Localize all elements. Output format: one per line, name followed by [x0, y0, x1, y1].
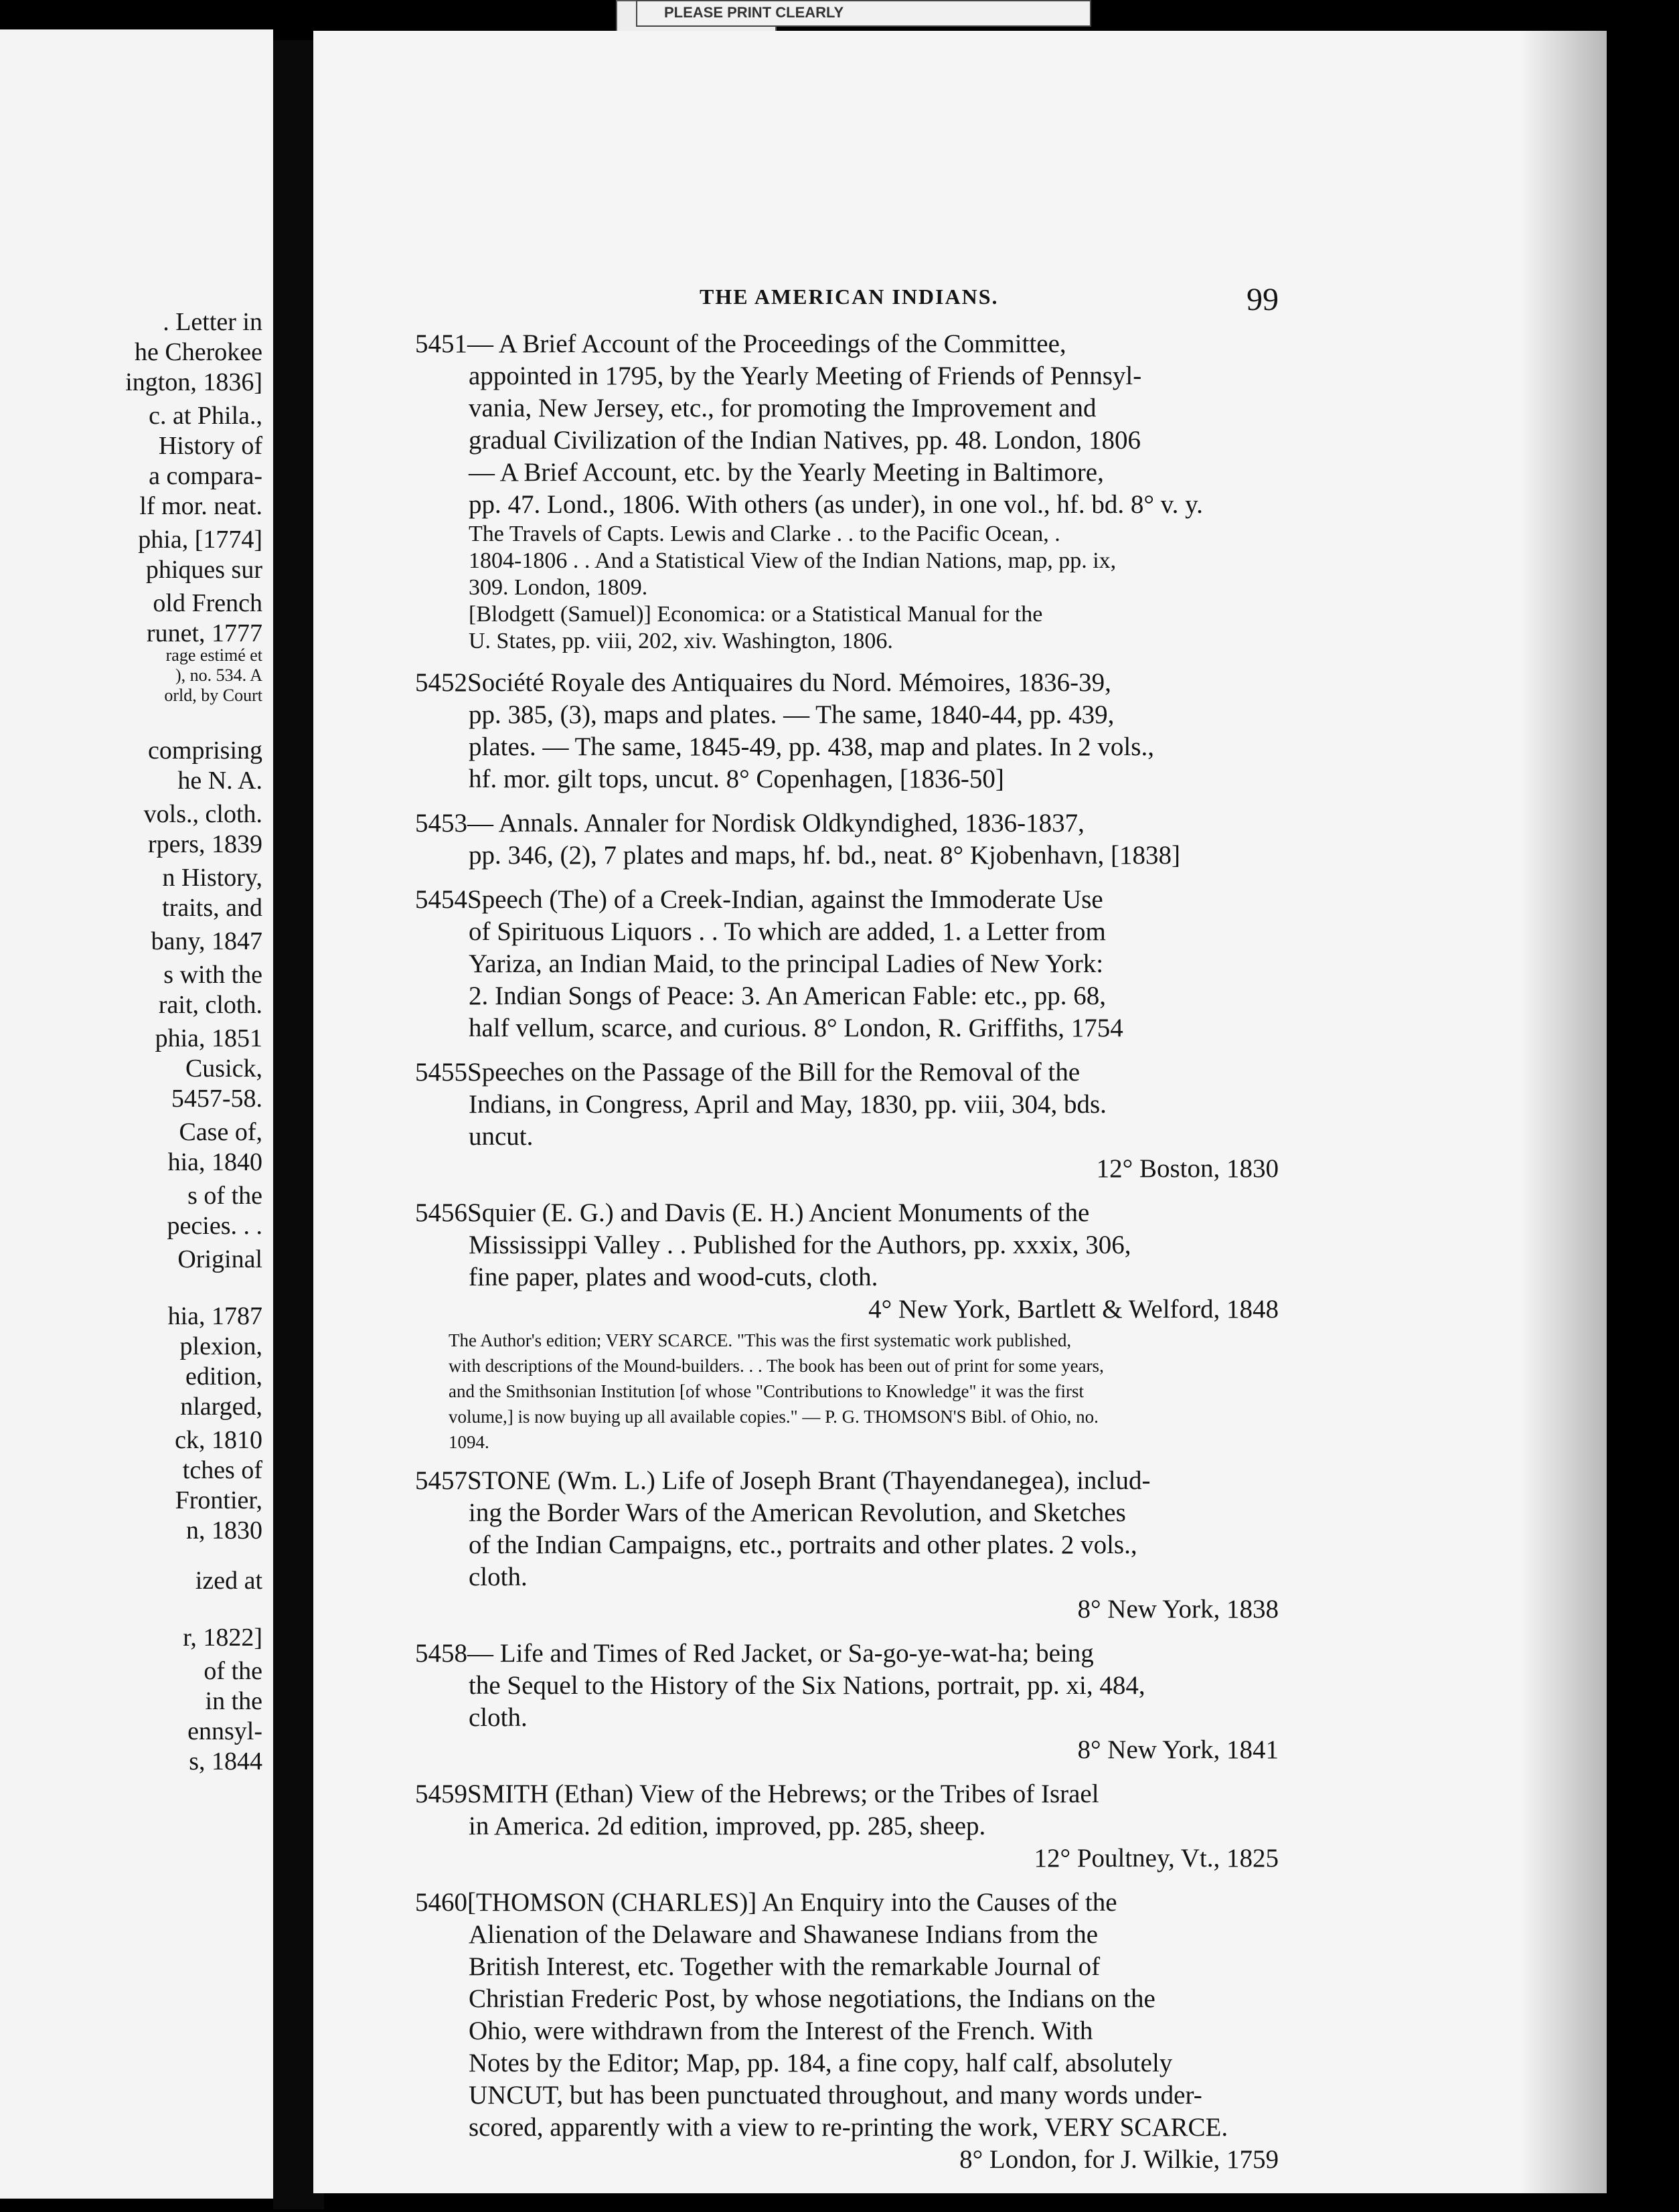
left-page-line: runet, 1777 [146, 619, 262, 647]
entry-imprint-line: 12° Boston, 1830 [1096, 1154, 1279, 1183]
left-page-line: rpers, 1839 [148, 830, 262, 858]
entry-text-line: plates. — The same, 1845-49, pp. 438, map and plates. In 2 vols., [469, 732, 1154, 761]
left-page-line: ennsyl- [187, 1717, 262, 1745]
left-page-line: Cusick, [185, 1054, 262, 1083]
left-page-line: Case of, [179, 1118, 262, 1146]
entry-first-line [415, 1197, 1279, 1229]
entry-number: 5456 [415, 1198, 467, 1227]
page-number: 99 [1247, 282, 1279, 317]
entry-first-line [415, 328, 1279, 360]
left-page-line: Frontier, [175, 1486, 262, 1514]
entry-text-line: gradual Civilization of the Indian Natives, pp. 48. London, 1806 [469, 426, 1141, 455]
left-page-line: n, 1830 [186, 1516, 262, 1545]
left-page-line: tches of [182, 1456, 262, 1484]
left-page-line: ck, 1810 [175, 1426, 262, 1454]
catalogue-entry [415, 1887, 1279, 2176]
left-page-line: vols., cloth. [143, 800, 262, 828]
entry-text-line: hf. mor. gilt tops, uncut. 8° Copenhagen, [1836-50] [469, 765, 1004, 793]
entry-imprint-line: 8° New York, 1838 [1077, 1595, 1279, 1624]
entry-text-line: UNCUT, but has been punctuated throughout, and many words under- [469, 2081, 1202, 2110]
entry-imprint-line: 8° New York, 1841 [1077, 1735, 1279, 1764]
left-page-line: comprising [148, 736, 262, 765]
entry-text-line: half vellum, scarce, and curious. 8° London, R. Griffiths, 1754 [469, 1014, 1123, 1042]
left-page-line: hia, 1787 [167, 1302, 262, 1330]
entry-text-line: Notes by the Editor; Map, pp. 184, a fine copy, half calf, absolutely [469, 2049, 1173, 2077]
left-page-line: pecies. . . [167, 1212, 262, 1240]
left-page-line: s with the [163, 961, 262, 989]
entry-text-line: of the Indian Campaigns, etc., portraits and other plates. 2 vols., [469, 1530, 1137, 1559]
entry-number: 5453 [415, 809, 467, 838]
entry-text-line: of Spirituous Liquors . . To which are added, 1. a Letter from [469, 917, 1106, 946]
left-page-line: phia, 1851 [155, 1024, 262, 1052]
entry-subitem-line: [Blodgett (Samuel)] Economica: or a Statistical Manual for the [469, 602, 1043, 627]
entry-text-line: cloth. [469, 1563, 528, 1591]
left-page-line: r, 1822] [183, 1624, 262, 1652]
left-page-line: phiques sur [145, 556, 262, 584]
entry-text-line: Christian Frederic Post, by whose negotiations, the Indians on the [469, 1984, 1155, 2013]
left-page-line: nlarged, [180, 1393, 262, 1421]
left-page-line: s of the [187, 1182, 262, 1210]
entry-text-line: appointed in 1795, by the Yearly Meeting of Friends of Pennsyl- [469, 362, 1142, 390]
entry-subitem-line: U. States, pp. viii, 202, xiv. Washington, 1806. [469, 629, 893, 653]
entry-text-line: STONE (Wm. L.) Life of Joseph Brant (Thayendanegea), includ- [467, 1466, 1151, 1495]
entry-text-line: — A Brief Account, etc. by the Yearly Meeting in Baltimore, [469, 458, 1104, 487]
entry-text-line: 2. Indian Songs of Peace: 3. An American Fable: etc., pp. 68, [469, 981, 1107, 1010]
left-page-line: ington, 1836] [125, 368, 262, 396]
entry-first-line [415, 1056, 1279, 1089]
left-page-line: orld, by Court [164, 686, 262, 705]
left-page-line: hia, 1840 [167, 1148, 262, 1176]
entry-subitem-line: The Travels of Capts. Lewis and Clarke . . to the Pacific Ocean, . [469, 522, 1060, 546]
entry-first-line [415, 1887, 1279, 1919]
left-page [0, 29, 273, 2199]
left-page-line: History of [158, 432, 262, 460]
entry-text-line: Mississippi Valley . . Published for the Authors, pp. xxxix, 306, [469, 1231, 1131, 1259]
entry-subitem-line: 1804-1806 . . And a Statistical View of the Indian Nations, map, pp. ix, [469, 548, 1117, 573]
catalogue-entry [415, 328, 1279, 655]
entry-text-line: Speech (The) of a Creek-Indian, against the Immoderate Use [467, 885, 1103, 914]
entry-number: 5454 [415, 885, 467, 914]
entry-number: 5458 [415, 1639, 467, 1668]
entry-text-line: — A Brief Account of the Proceedings of the Committee, [467, 329, 1066, 358]
left-page-line: ized at [195, 1567, 262, 1595]
catalogue-entry [415, 1056, 1279, 1185]
entry-first-line [415, 1778, 1279, 1810]
scan-tab-label: PLEASE PRINT CLEARLY [636, 0, 1091, 27]
entry-number: 5452 [415, 668, 467, 697]
catalogue-entry [415, 667, 1279, 795]
catalogue-entry [415, 1778, 1279, 1875]
left-page-line: in the [205, 1687, 262, 1715]
left-page-line: ), no. 534. A [175, 665, 262, 685]
entry-first-line [415, 1638, 1279, 1670]
catalogue-entries [415, 328, 1279, 2188]
entry-text-line: uncut. [469, 1122, 534, 1151]
left-page-line: 5457-58. [171, 1085, 262, 1113]
entry-imprint-line: 12° Poultney, Vt., 1825 [1034, 1844, 1279, 1873]
entry-text-line: pp. 346, (2), 7 plates and maps, hf. bd., neat. 8° Kjobenhavn, [1838] [469, 841, 1180, 870]
entry-text-line: vania, New Jersey, etc., for promoting the Improvement and [469, 394, 1097, 422]
entry-text-line: — Annals. Annaler for Nordisk Oldkyndighed, 1836-1837, [467, 809, 1085, 838]
entry-first-line [415, 667, 1279, 699]
left-page-line: rage estimé et [165, 645, 262, 665]
left-page-line: traits, and [162, 894, 262, 922]
left-page-line: edition, [185, 1362, 262, 1391]
catalogue-entry [415, 807, 1279, 872]
left-page-line: old French [153, 589, 262, 617]
entry-text-line: cloth. [469, 1703, 528, 1732]
entry-text-line: in America. 2d edition, improved, pp. 285, sheep. [469, 1812, 986, 1840]
entry-text-line: SMITH (Ethan) View of the Hebrews; or the Tribes of Israel [467, 1780, 1099, 1808]
left-page-line: he N. A. [177, 767, 262, 795]
left-page-line: rait, cloth. [158, 991, 262, 1019]
entry-note-line: with descriptions of the Mound-builders. . . The book has been out of print for some years, [449, 1356, 1104, 1376]
left-page-line: s, 1844 [189, 1747, 262, 1775]
entry-text-line: Indians, in Congress, April and May, 1830, pp. viii, 304, bds. [469, 1090, 1107, 1119]
entry-text-line: — Life and Times of Red Jacket, or Sa-go-ye-wat-ha; being [467, 1639, 1094, 1668]
entry-note-line: volume,] is now buying up all available copies." — P. G. THOMSON'S Bibl. of Ohio, no. [449, 1407, 1099, 1427]
entry-text-line: pp. 47. Lond., 1806. With others (as under), in one vol., hf. bd. 8° v. y. [469, 490, 1203, 519]
entry-text-line: Speeches on the Passage of the Bill for the Removal of the [467, 1058, 1081, 1087]
left-page-line: c. at Phila., [149, 402, 262, 430]
left-page-line: a compara- [149, 462, 262, 490]
entry-number: 5459 [415, 1780, 467, 1808]
left-page-line: plexion, [179, 1332, 262, 1360]
catalogue-entry [415, 1638, 1279, 1766]
left-page-line: of the [204, 1657, 262, 1685]
catalogue-entry [415, 1197, 1279, 1453]
entry-note-line: 1094. [449, 1432, 489, 1452]
entry-text-line: British Interest, etc. Together with the remarkable Journal of [469, 1952, 1101, 1981]
entry-first-line [415, 1465, 1279, 1497]
entry-number: 5460 [415, 1888, 467, 1917]
entry-subitem-line: 309. London, 1809. [469, 575, 648, 600]
entry-text-line: [THOMSON (CHARLES)] An Enquiry into the Causes of the [467, 1888, 1117, 1917]
entry-number: 5457 [415, 1466, 467, 1495]
left-page-line: phia, [1774] [138, 526, 262, 554]
entry-text-line: the Sequel to the History of the Six Nations, portrait, pp. xi, 484, [469, 1671, 1145, 1700]
left-page-line: Original [177, 1245, 262, 1273]
entry-imprint-line: 8° London, for J. Wilkie, 1759 [959, 2145, 1279, 2174]
entry-note-line: The Author's edition; VERY SCARCE. "This was the first systematic work published, [449, 1330, 1072, 1350]
entry-text-line: Alienation of the Delaware and Shawanese Indians from the [469, 1920, 1098, 1949]
entry-number: 5455 [415, 1058, 467, 1087]
entry-first-line [415, 884, 1279, 916]
entry-text-line: Société Royale des Antiquaires du Nord. Mémoires, 1836-39, [467, 668, 1111, 697]
entry-first-line [415, 807, 1279, 840]
entry-text-line: pp. 385, (3), maps and plates. — The same, 1840-44, pp. 439, [469, 700, 1115, 729]
catalogue-entry [415, 1465, 1279, 1626]
left-page-line: n History, [162, 864, 262, 892]
entry-imprint-line: 4° New York, Bartlett & Welford, 1848 [868, 1295, 1279, 1324]
left-page-line: lf mor. neat. [139, 492, 262, 520]
entry-text-line: ing the Border Wars of the American Revolution, and Sketches [469, 1498, 1126, 1527]
entry-number: 5451 [415, 329, 467, 358]
entry-text-line: scored, apparently with a view to re-printing the work, VERY SCARCE. [469, 2113, 1228, 2142]
page-edge-shadow [1520, 31, 1607, 2193]
left-page-line: . Letter in [163, 308, 262, 336]
entry-text-line: fine paper, plates and wood-cuts, cloth. [469, 1263, 878, 1291]
left-page-line: he Cherokee [135, 338, 262, 366]
entry-note-line: and the Smithsonian Institution [of whose "Contributions to Knowledge" it was the first [449, 1381, 1084, 1401]
entry-text-line: Yariza, an Indian Maid, to the principal Ladies of New York: [469, 949, 1104, 978]
left-page-line: bany, 1847 [151, 927, 262, 955]
entry-text-line: Squier (E. G.) and Davis (E. H.) Ancient Monuments of the [467, 1198, 1090, 1227]
catalogue-entry [415, 884, 1279, 1044]
entry-text-line: Ohio, were withdrawn from the Interest of the French. With [469, 2017, 1093, 2045]
running-head: THE AMERICAN INDIANS. [700, 285, 999, 309]
